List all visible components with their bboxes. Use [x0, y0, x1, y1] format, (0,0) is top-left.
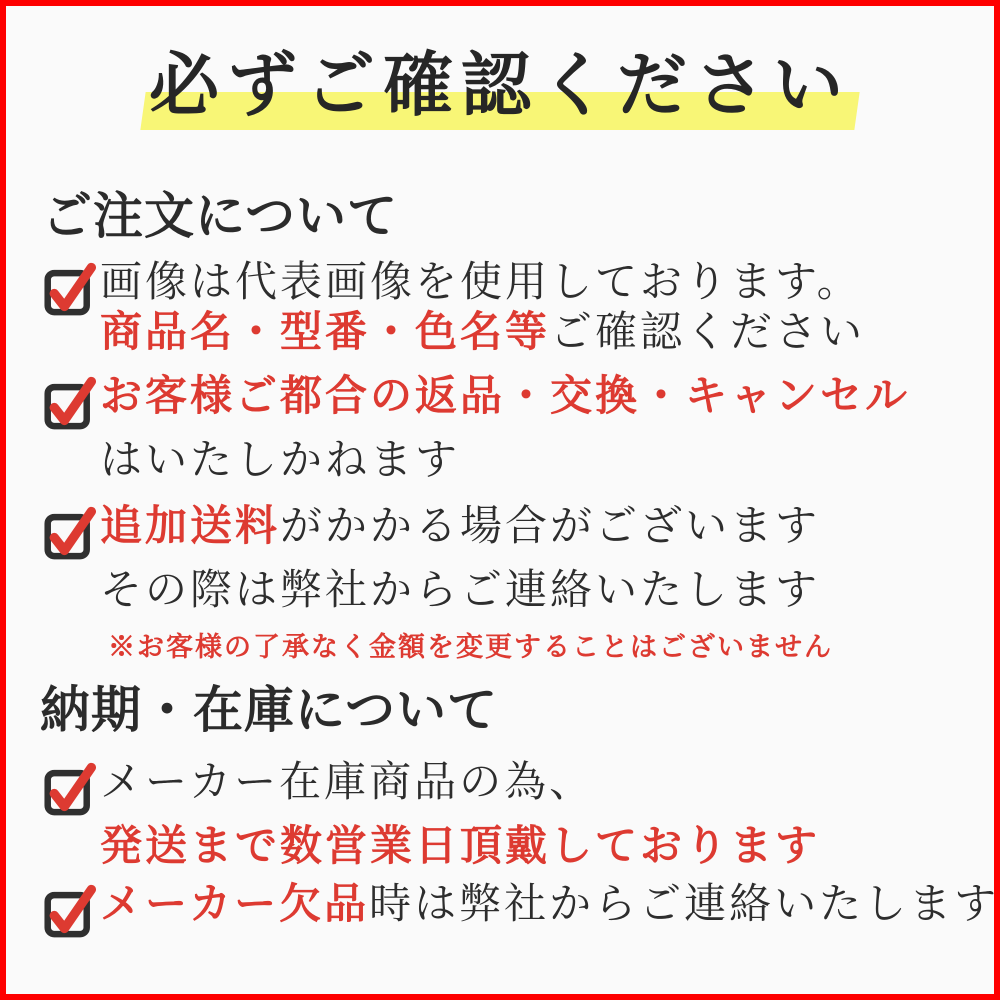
- notice-text-segment: 画像は代表画像を使用しております。: [100, 260, 862, 306]
- notice-line: [100, 758, 820, 808]
- checked-checkbox-icon: [44, 258, 96, 316]
- notice-text-segment: その際は弊社からご連絡いたします: [100, 568, 821, 614]
- notice-text-emphasis: 商品名・型番・色名等: [100, 310, 551, 356]
- section-heading-delivery-stock: 納期・在庫について: [40, 682, 498, 738]
- notice-text-segment: 時は弊社からご連絡いたします: [369, 882, 1000, 928]
- checked-checkbox-icon: [44, 880, 96, 938]
- notice-item-extra-shipping: [44, 502, 833, 665]
- notice-line: [100, 502, 833, 552]
- notice-text-segment: はいたしかねます: [100, 438, 461, 484]
- notice-line: [100, 258, 865, 308]
- notice-text-emphasis: メーカー欠品: [100, 882, 370, 928]
- footnote: [108, 629, 833, 665]
- section-heading-orders: ご注文について: [42, 188, 398, 244]
- notice-text-emphasis: 追加送料: [100, 504, 281, 550]
- notice-lines: [100, 502, 833, 665]
- checked-checkbox-icon: [44, 372, 96, 430]
- checked-checkbox-icon: [44, 502, 96, 560]
- notice-lines: [100, 880, 999, 930]
- notice-line: [100, 880, 999, 930]
- notice-text-emphasis: 発送まで数営業日頂戴しております: [100, 824, 821, 870]
- notice-item-maker-shortage: [44, 880, 999, 938]
- notice-line: [100, 566, 833, 616]
- notice-text-emphasis: お客様ご都合の返品・交換・キャンセル: [100, 374, 911, 420]
- notice-line: [100, 372, 910, 422]
- notice-lines: [100, 258, 865, 358]
- notice-item-no-returns: [44, 372, 910, 486]
- notice-text-segment: ご確認ください: [550, 310, 866, 356]
- footnote-text: ※お客様の了承なく金額を変更することはございません: [108, 632, 833, 662]
- notice-line: [100, 308, 865, 358]
- notice-text-segment: がかかる場合がございます: [280, 504, 821, 550]
- notice-lines: [100, 758, 820, 872]
- page-title: 必ずご確認ください: [149, 48, 851, 125]
- checked-checkbox-icon: [44, 758, 96, 816]
- notice-item-representative-image: [44, 258, 865, 358]
- notice-line: [100, 436, 910, 486]
- notice-lines: [100, 372, 910, 486]
- notice-text-segment: メーカー在庫商品の為、: [100, 760, 595, 806]
- notice-item-maker-stock: [44, 758, 820, 872]
- notice-line: [100, 822, 820, 872]
